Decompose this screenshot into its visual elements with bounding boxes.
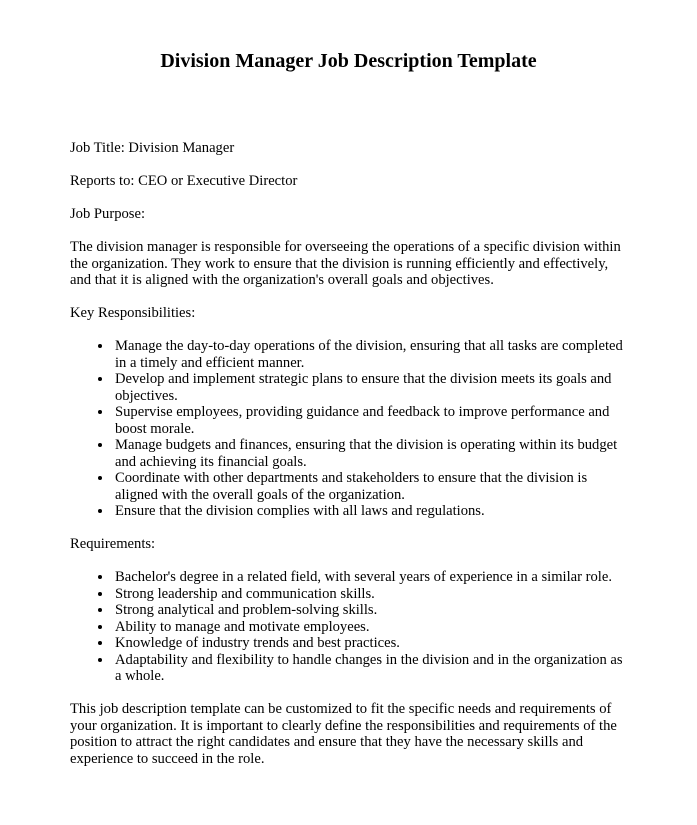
list-item: • Strong leadership and communication skills. (113, 586, 627, 603)
list-item: • Develop and implement strategic plans to ensure that the division meets its goals and objectives. (113, 371, 627, 404)
job-purpose-paragraph: The division manager is responsible for overseeing the operations of a specific division within the organization. They work to ensure that the division is running efficiently and effectively, and that it is aligned with the organization's overall goals and objectives. (70, 239, 621, 288)
list-item: • Ensure that the division complies with all laws and regulations. (113, 503, 627, 520)
list-item: • Supervise employees, providing guidance and feedback to improve performance and boost morale. (113, 404, 627, 437)
key-responsibilities-heading: Key Responsibilities: (70, 305, 196, 321)
key-responsibilities-list (70, 338, 627, 520)
job-title-line: Job Title: Division Manager (70, 140, 235, 156)
list-item: • Knowledge of industry trends and best practices. (113, 635, 627, 652)
document-title: Division Manager Job Description Template (160, 50, 537, 72)
requirements-list (70, 569, 627, 685)
list-item: • Manage the day-to-day operations of the division, ensuring that all tasks are completed in a timely and efficient manner. (113, 338, 627, 371)
job-purpose-heading: Job Purpose: (70, 206, 145, 222)
list-item: • Coordinate with other departments and stakeholders to ensure that the division is aligned with the overall goals of the organization. (113, 470, 627, 503)
list-item: • Ability to manage and motivate employees. (113, 619, 627, 636)
list-item: • Strong analytical and problem-solving skills. (113, 602, 627, 619)
requirements-heading: Requirements: (70, 536, 156, 552)
list-item: • Manage budgets and finances, ensuring that the division is operating within its budget and achieving its financial goals. (113, 437, 627, 470)
list-item: • Bachelor's degree in a related field, with several years of experience in a similar role. (113, 569, 627, 586)
reports-to-line: Reports to: CEO or Executive Director (70, 173, 298, 189)
list-item: • Adaptability and flexibility to handle changes in the division and in the organization as a whole. (113, 652, 627, 685)
closing-paragraph: This job description template can be customized to fit the specific needs and requirements of your organization. It is important to clearly define the responsibilities and requirements of the position to attract the right candidates and ensure that they have the necessary skills and experience to succeed in the role. (70, 701, 617, 767)
